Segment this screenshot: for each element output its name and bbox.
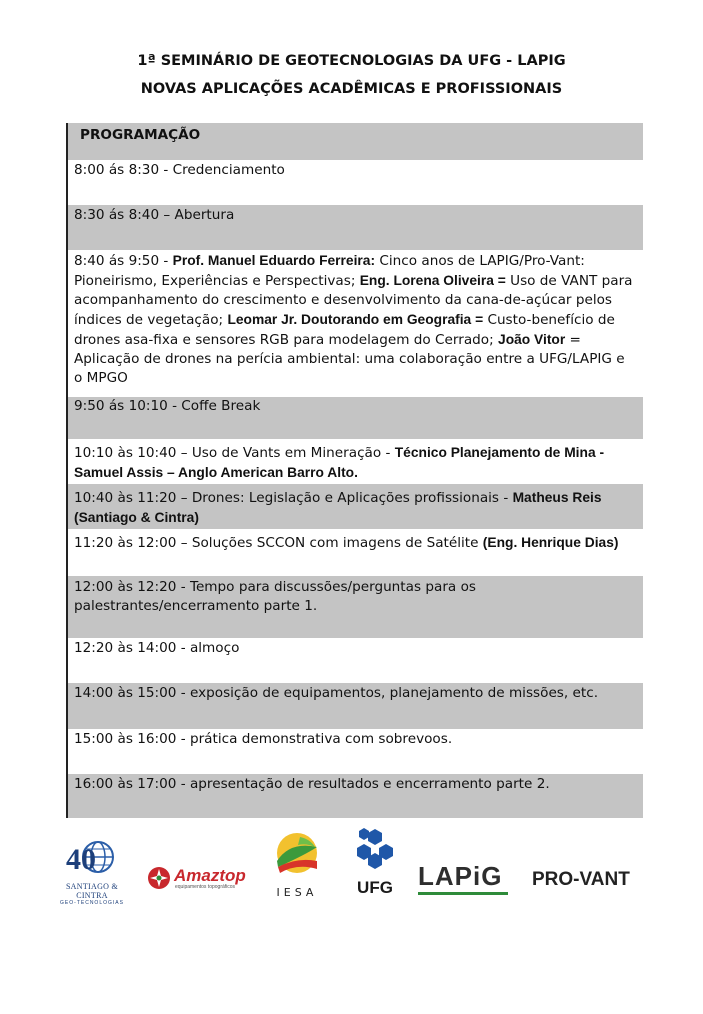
- schedule-row: [68, 729, 643, 774]
- seminar-title: 1ª SEMINÁRIO DE GEOTECNOLOGIAS DA UFG - LAPIG: [137, 53, 566, 69]
- schedule-text: 14:00 às 15:00 - exposição de equipamentos, planejamento de missões, etc.: [74, 685, 599, 701]
- schedule-speaker: João Vitor: [498, 332, 566, 347]
- santiago-cintra-name: SANTIAGO & CINTRA: [65, 882, 119, 900]
- schedule-row: [68, 529, 643, 576]
- iesa-logo: [270, 831, 324, 897]
- schedule-row: [68, 439, 643, 484]
- schedule-text: 9:50 ás 10:10 - Coffe Break: [74, 398, 261, 414]
- schedule-row: [68, 683, 643, 729]
- schedule-speaker: Eng. Lorena Oliveira =: [359, 273, 506, 288]
- lapig-logo: [418, 861, 514, 897]
- seminar-subtitle: NOVAS APLICAÇÕES ACADÊMICAS E PROFISSIONAIS: [140, 81, 563, 97]
- schedule-text: 8:00 ás 8:30 - Credenciamento: [74, 162, 285, 178]
- schedule-text: 11:20 às 12:00 – Soluções SCCON com imagens de Satélite: [74, 535, 483, 551]
- lapig-underline-icon: [418, 891, 514, 897]
- schedule-text: Cinco anos de LAPIG/Pro-Vant: Pioneirismo, Experiências e Perspectivas;: [74, 253, 585, 289]
- schedule-text: = Aplicação de drones na perícia ambiental: uma colaboração entre a UFG/LAPIG e o MPGO: [74, 332, 625, 386]
- svg-text:40: 40: [66, 843, 96, 876]
- amaztop-star-icon: [146, 865, 172, 891]
- schedule-text: 10:40 às 11:20 – Drones: Legislação e Aplicações profissionais -: [74, 490, 513, 506]
- schedule-row: [68, 576, 643, 638]
- schedule-text: 10:10 às 10:40 – Uso de Vants em Mineração -: [74, 445, 395, 461]
- amaztop-sub: equipamentos topográficos: [175, 884, 236, 890]
- ufg-name: UFG: [357, 878, 393, 897]
- amaztop-name: Amaztop: [174, 866, 246, 885]
- schedule-heading: PROGRAMAÇÃO: [68, 123, 643, 160]
- schedule-table: [66, 123, 643, 818]
- provant-name: PRO-VANT: [532, 869, 630, 890]
- provant-logo: [532, 869, 648, 897]
- schedule-text: 8:40 ás 9:50 -: [74, 253, 173, 269]
- iesa-name: IESA: [276, 886, 318, 899]
- globe-icon: [52, 835, 132, 879]
- schedule-row: [68, 160, 643, 205]
- ufg-hexagons-icon: [350, 827, 400, 871]
- santiago-cintra-logo: [52, 835, 132, 906]
- schedule-text: 15:00 às 16:00 - prática demonstrativa com sobrevoos.: [74, 731, 453, 747]
- lapig-name: LAPiG: [418, 861, 503, 891]
- santiago-cintra-sub: GEO-TECNOLOGIAS: [60, 900, 124, 906]
- schedule-row: [68, 205, 643, 250]
- schedule-text: 12:00 às 12:20 - Tempo para discussões/perguntas para os palestrantes/encerramento parte 1.: [74, 579, 476, 614]
- schedule-row: [68, 397, 643, 439]
- schedule-speaker: Prof. Manuel Eduardo Ferreira:: [172, 253, 376, 268]
- schedule-text: 12:20 às 14:00 - almoço: [74, 640, 240, 656]
- schedule-text: 16:00 às 17:00 - apresentação de resultados e encerramento parte 2.: [74, 776, 550, 792]
- schedule-row: [68, 638, 643, 683]
- schedule-text: Custo-benefício de drones asa-fixa e sensores RGB para modelagem do Cerrado;: [74, 312, 615, 348]
- schedule-row: [68, 484, 643, 529]
- schedule-text: 8:30 ás 8:40 – Abertura: [74, 207, 235, 223]
- schedule-row: [68, 774, 643, 818]
- schedule-speaker: Leomar Jr. Doutorando em Geografia =: [227, 312, 484, 327]
- schedule-speaker: Matheus Reis (Santiago & Cintra): [74, 490, 602, 525]
- sponsor-logos: [0, 825, 703, 905]
- amaztop-logo: [146, 865, 270, 895]
- schedule-text: Uso de VANT para acompanhamento do crescimento e desenvolvimento da cana-de-açúcar pelos índices de vegetação;: [74, 273, 633, 328]
- schedule-row: [68, 250, 643, 397]
- iesa-emblem-icon: [270, 831, 324, 877]
- ufg-logo: [350, 827, 400, 897]
- schedule-speaker: Técnico Planejamento de Mina - Samuel Assis – Anglo American Barro Alto.: [74, 445, 605, 480]
- schedule-speaker: (Eng. Henrique Dias): [482, 535, 619, 550]
